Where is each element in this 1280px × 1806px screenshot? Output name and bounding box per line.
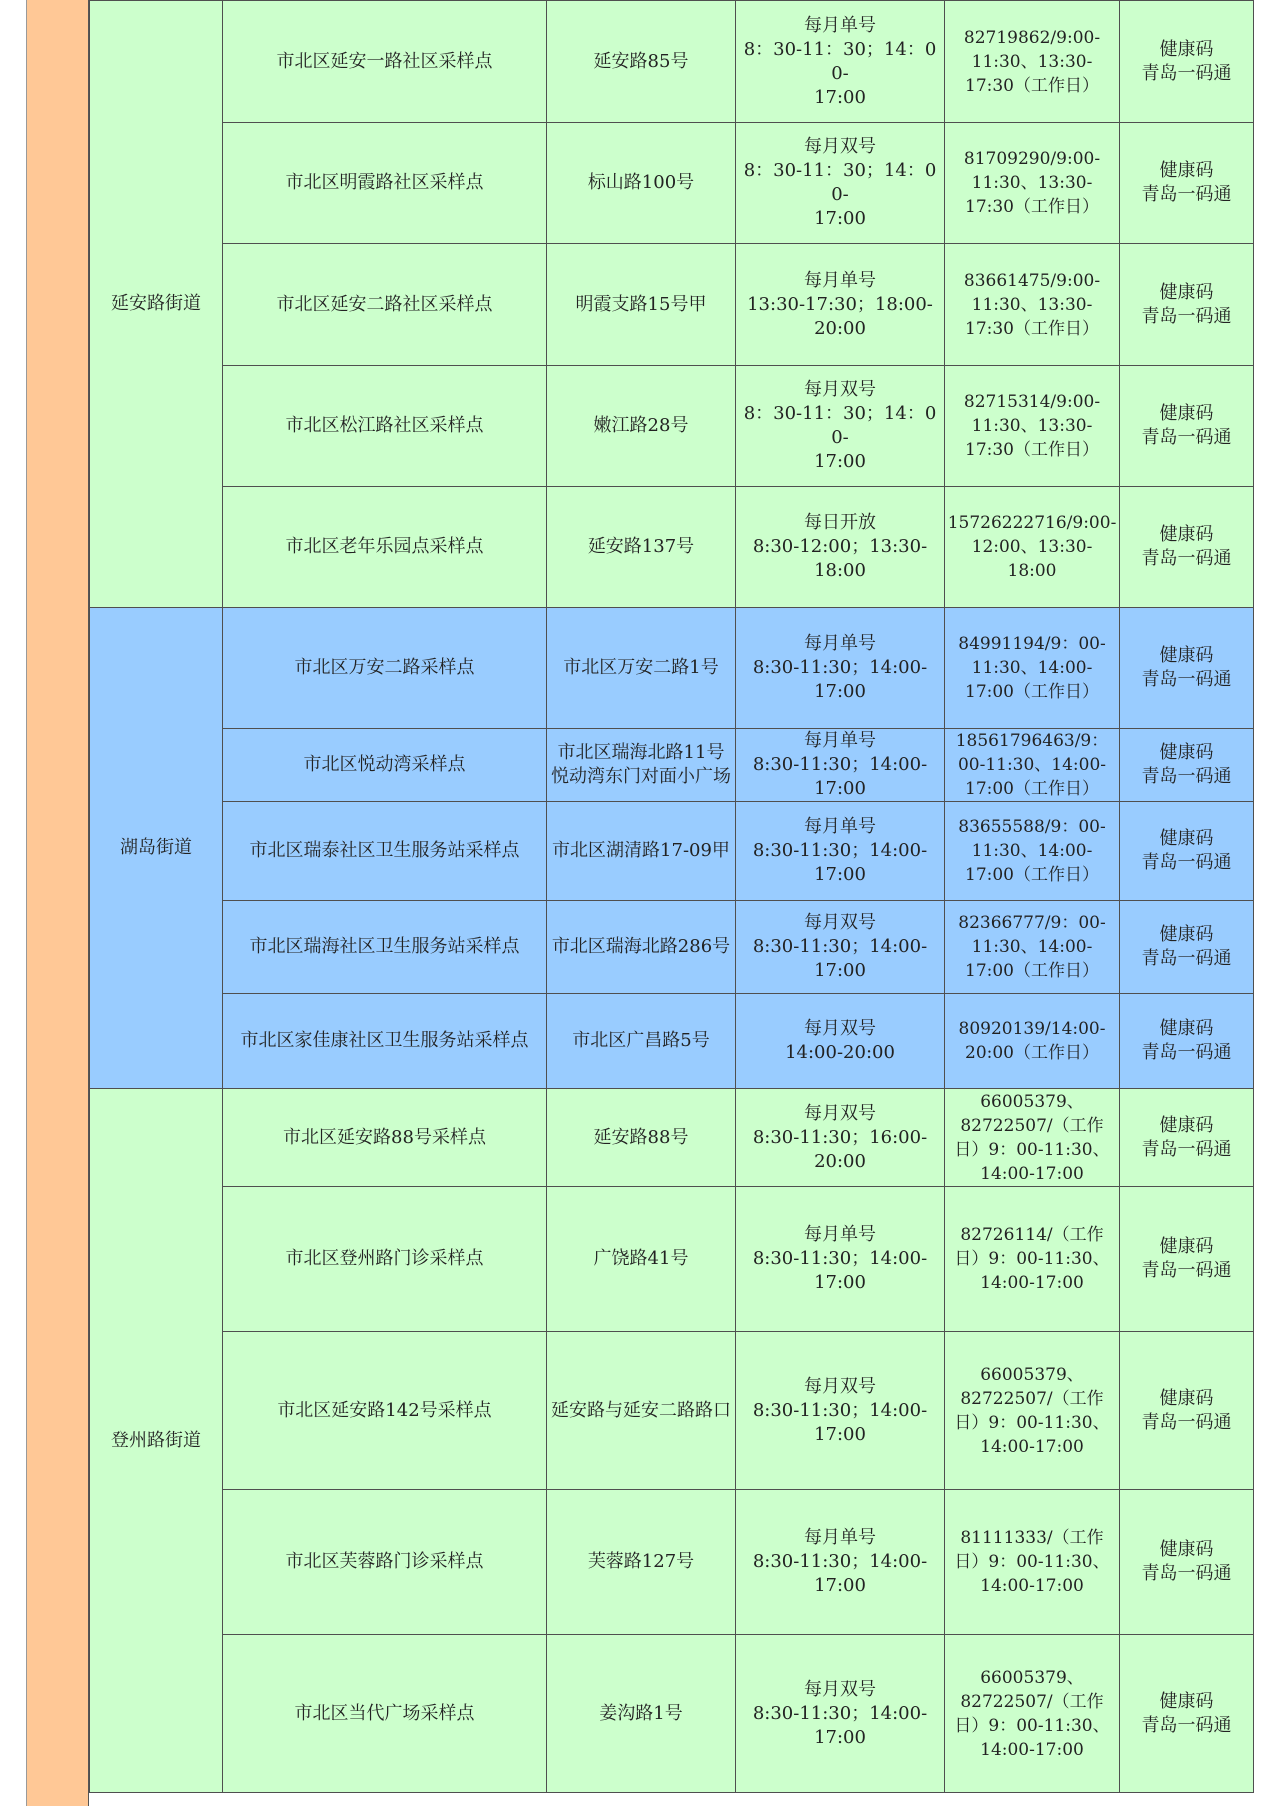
table-row bbox=[90, 366, 1254, 487]
cell-line: 8:30-11:30；14:00- bbox=[752, 936, 928, 957]
cell-line: 日）9：00-11:30、 bbox=[954, 1412, 1110, 1433]
cell-line: 14:00-17:00 bbox=[980, 1163, 1084, 1184]
address-cell: 延安路88号 bbox=[547, 1089, 736, 1187]
table-row bbox=[90, 608, 1254, 729]
cell-line: 17:00 bbox=[814, 1423, 866, 1445]
cell-line: 8：30-11：30；14：00- bbox=[743, 38, 937, 84]
cell-line: 66005379、 bbox=[980, 1667, 1084, 1688]
cell-line: 14:00-17:00 bbox=[980, 1436, 1084, 1457]
cell-line: 11:30、14:00- bbox=[971, 658, 1093, 678]
cell-line: 健康码 bbox=[1159, 1387, 1214, 1409]
cell-line: 每月双号 bbox=[804, 379, 876, 400]
health-code-cell bbox=[1120, 1, 1254, 123]
cell-line: 青岛一码通 bbox=[1141, 1563, 1232, 1584]
table-row bbox=[90, 487, 1254, 608]
cell-line: 11:30、13:30- bbox=[971, 173, 1093, 193]
hours-cell bbox=[736, 366, 945, 487]
cell-line: 青岛一码通 bbox=[1141, 669, 1232, 690]
cell-line: 00-11:30、14:00- bbox=[957, 755, 1107, 775]
cell-line: 日）9：00-11:30、 bbox=[954, 1715, 1110, 1736]
site-name-cell: 市北区延安一路社区采样点 bbox=[223, 1, 547, 123]
cell-line: 每月双号 bbox=[804, 1375, 876, 1397]
address-cell: 姜沟路1号 bbox=[547, 1635, 736, 1793]
sampling-sites-table bbox=[89, 0, 1254, 1793]
site-name-cell: 市北区延安路142号采样点 bbox=[223, 1332, 547, 1490]
site-name-cell: 市北区登州路门诊采样点 bbox=[223, 1187, 547, 1332]
cell-line: 14:00-20:00 bbox=[785, 1042, 895, 1063]
cell-line: 17:00 bbox=[814, 208, 866, 229]
cell-line: 青岛一码通 bbox=[1141, 1138, 1232, 1160]
cell-line: 青岛一码通 bbox=[1141, 1042, 1232, 1063]
health-code-cell bbox=[1120, 729, 1254, 802]
cell-line: 健康码 bbox=[1159, 524, 1214, 545]
cell-line: 8:30-11:30；14:00- bbox=[752, 657, 928, 678]
hours-cell bbox=[736, 1, 945, 123]
cell-line: 11:30、13:30- bbox=[971, 51, 1093, 72]
cell-line: 13:30-17:30；18:00- bbox=[747, 293, 933, 315]
cell-line: 健康码 bbox=[1159, 742, 1214, 763]
table-row bbox=[90, 244, 1254, 366]
health-code-cell bbox=[1120, 487, 1254, 608]
cell-line: 每月单号 bbox=[804, 269, 876, 291]
cell-line: 17:00（工作日） bbox=[965, 865, 1099, 885]
table-row bbox=[90, 1635, 1254, 1793]
cell-line: 17:00（工作日） bbox=[965, 779, 1099, 799]
cell-line: 17:00 bbox=[814, 1272, 866, 1293]
cell-line: 健康码 bbox=[1159, 403, 1214, 424]
cell-line: 20:00（工作日） bbox=[965, 1043, 1099, 1063]
cell-line: 8:30-11:30；16:00- bbox=[752, 1126, 928, 1148]
cell-line: 青岛一码通 bbox=[1141, 766, 1232, 787]
cell-line: 17:30（工作日） bbox=[965, 440, 1099, 460]
cell-line: 健康码 bbox=[1159, 1690, 1214, 1712]
cell-line: 82722507/（工作 bbox=[960, 1388, 1104, 1409]
cell-line: 18561796463/9： bbox=[955, 731, 1109, 751]
health-code-cell bbox=[1120, 1490, 1254, 1635]
cell-line: 每月单号 bbox=[804, 633, 876, 654]
cell-line: 每月双号 bbox=[804, 1018, 876, 1039]
cell-line: 82366777/9：00- bbox=[958, 913, 1106, 933]
address-cell: 市北区瑞海北路286号 bbox=[547, 901, 736, 994]
hours-cell bbox=[736, 244, 945, 366]
contact-cell bbox=[945, 487, 1120, 608]
contact-cell bbox=[945, 1089, 1120, 1187]
table-row bbox=[90, 1089, 1254, 1187]
table-body bbox=[90, 1, 1254, 1793]
hours-cell bbox=[736, 1490, 945, 1635]
address-cell: 市北区湖清路17-09甲 bbox=[547, 802, 736, 901]
hours-cell bbox=[736, 1635, 945, 1793]
street-name-cell: 登州路街道 bbox=[90, 1089, 223, 1793]
contact-cell bbox=[945, 608, 1120, 729]
table-row bbox=[90, 1187, 1254, 1332]
cell-line: 11:30、13:30- bbox=[971, 416, 1093, 436]
table-row bbox=[90, 123, 1254, 244]
page-margin bbox=[1255, 0, 1280, 1806]
contact-cell bbox=[945, 901, 1120, 994]
cell-line: 青岛一码通 bbox=[1141, 548, 1232, 569]
table-row bbox=[90, 994, 1254, 1089]
district-index-column bbox=[26, 0, 89, 1806]
cell-line: 每月单号 bbox=[804, 1527, 876, 1548]
cell-line: 青岛一码通 bbox=[1141, 1411, 1232, 1433]
table-row bbox=[90, 802, 1254, 901]
contact-cell bbox=[945, 1490, 1120, 1635]
cell-line: 每日开放 bbox=[804, 512, 876, 533]
hours-cell bbox=[736, 802, 945, 901]
contact-cell bbox=[945, 366, 1120, 487]
contact-cell bbox=[945, 1, 1120, 123]
address-cell: 明霞支路15号甲 bbox=[547, 244, 736, 366]
cell-line: 8:30-11:30；14:00- bbox=[752, 1702, 928, 1724]
health-code-cell bbox=[1120, 608, 1254, 729]
site-name-cell: 市北区家佳康社区卫生服务站采样点 bbox=[223, 994, 547, 1089]
site-name-cell: 市北区悦动湾采样点 bbox=[223, 729, 547, 802]
cell-line: 每月单号 bbox=[804, 14, 876, 36]
contact-cell bbox=[945, 1635, 1120, 1793]
site-name-cell: 市北区瑞泰社区卫生服务站采样点 bbox=[223, 802, 547, 901]
cell-line: 健康码 bbox=[1159, 1539, 1214, 1560]
site-name-cell: 市北区当代广场采样点 bbox=[223, 1635, 547, 1793]
address-cell: 芙蓉路127号 bbox=[547, 1490, 736, 1635]
cell-line: 8:30-11:30；14:00- bbox=[752, 1399, 928, 1421]
contact-cell bbox=[945, 1332, 1120, 1490]
table-row bbox=[90, 901, 1254, 994]
cell-line: 17:00（工作日） bbox=[965, 682, 1099, 702]
cell-line: 18:00 bbox=[814, 560, 866, 581]
table-row bbox=[90, 1332, 1254, 1490]
address-cell: 延安路与延安二路路口 bbox=[547, 1332, 736, 1490]
cell-line: 17:00（工作日） bbox=[965, 961, 1099, 981]
cell-line: 每月双号 bbox=[804, 912, 876, 933]
cell-line: 15726222716/9:00- bbox=[947, 513, 1117, 533]
cell-line: 每月双号 bbox=[804, 1678, 876, 1700]
cell-line: 17:00 bbox=[814, 1575, 866, 1596]
cell-line: 11:30、14:00- bbox=[971, 937, 1093, 957]
cell-line: 17:00 bbox=[814, 960, 866, 981]
address-cell: 延安路85号 bbox=[547, 1, 736, 123]
health-code-cell bbox=[1120, 244, 1254, 366]
health-code-cell bbox=[1120, 1187, 1254, 1332]
cell-line: 20:00 bbox=[814, 317, 866, 339]
cell-line: 健康码 bbox=[1159, 1018, 1214, 1039]
cell-line: 健康码 bbox=[1159, 1114, 1214, 1136]
cell-line: 健康码 bbox=[1159, 924, 1214, 945]
cell-line: 8:30-12:00；13:30- bbox=[752, 536, 928, 557]
cell-line: 健康码 bbox=[1159, 645, 1214, 666]
cell-line: 17:30（工作日） bbox=[965, 318, 1099, 339]
site-name-cell: 市北区万安二路采样点 bbox=[223, 608, 547, 729]
cell-line: 17:00 bbox=[814, 778, 866, 799]
address-cell: 市北区广昌路5号 bbox=[547, 994, 736, 1089]
cell-line: 14:00-17:00 bbox=[980, 1576, 1084, 1596]
contact-cell bbox=[945, 802, 1120, 901]
cell-line: 健康码 bbox=[1159, 38, 1214, 60]
cell-line: 健康码 bbox=[1159, 160, 1214, 181]
cell-line: 青岛一码通 bbox=[1141, 305, 1232, 327]
site-name-cell: 市北区明霞路社区采样点 bbox=[223, 123, 547, 244]
hours-cell bbox=[736, 123, 945, 244]
hours-cell bbox=[736, 729, 945, 802]
site-name-cell: 市北区松江路社区采样点 bbox=[223, 366, 547, 487]
health-code-cell bbox=[1120, 123, 1254, 244]
hours-cell bbox=[736, 608, 945, 729]
cell-line: 青岛一码通 bbox=[1141, 948, 1232, 969]
cell-line: 青岛一码通 bbox=[1141, 1260, 1232, 1281]
health-code-cell bbox=[1120, 901, 1254, 994]
cell-line: 8:30-11:30；14:00- bbox=[752, 754, 928, 775]
cell-line: 每月单号 bbox=[804, 1224, 876, 1245]
cell-line: 84991194/9：00- bbox=[958, 634, 1106, 654]
cell-line: 8:30-11:30；14:00- bbox=[752, 840, 928, 861]
site-name-cell: 市北区延安路88号采样点 bbox=[223, 1089, 547, 1187]
cell-line: 81709290/9:00- bbox=[963, 149, 1101, 169]
hours-cell bbox=[736, 994, 945, 1089]
cell-line: 17:30（工作日） bbox=[965, 197, 1099, 217]
site-name-cell: 市北区瑞海社区卫生服务站采样点 bbox=[223, 901, 547, 994]
cell-line: 14:00-17:00 bbox=[980, 1273, 1084, 1293]
cell-line: 82726114/（工作 bbox=[960, 1225, 1104, 1245]
cell-line: 11:30、13:30- bbox=[971, 294, 1093, 315]
cell-line: 8:30-11:30；14:00- bbox=[752, 1248, 928, 1269]
address-cell: 延安路137号 bbox=[547, 487, 736, 608]
cell-line: 82722507/（工作 bbox=[960, 1115, 1104, 1136]
cell-line: 66005379、 bbox=[980, 1364, 1084, 1385]
table-row bbox=[90, 729, 1254, 802]
table-row bbox=[90, 1490, 1254, 1635]
hours-cell bbox=[736, 1187, 945, 1332]
cell-line: 8:30-11:30；14:00- bbox=[752, 1551, 928, 1572]
health-code-cell bbox=[1120, 994, 1254, 1089]
site-name-cell: 市北区老年乐园点采样点 bbox=[223, 487, 547, 608]
cell-line: 12:00、13:30- bbox=[971, 537, 1093, 557]
cell-line: 健康码 bbox=[1159, 1236, 1214, 1257]
contact-cell bbox=[945, 729, 1120, 802]
cell-line: 青岛一码通 bbox=[1141, 62, 1232, 84]
address-cell: 市北区瑞海北路11号悦动湾东门对面小广场 bbox=[547, 729, 736, 802]
cell-line: 青岛一码通 bbox=[1141, 1714, 1232, 1736]
address-cell: 嫩江路28号 bbox=[547, 366, 736, 487]
hours-cell bbox=[736, 487, 945, 608]
cell-line: 日）9：00-11:30、 bbox=[954, 1249, 1110, 1269]
cell-line: 17:00 bbox=[814, 681, 866, 702]
cell-line: 青岛一码通 bbox=[1141, 852, 1232, 873]
cell-line: 日）9：00-11:30、 bbox=[954, 1139, 1110, 1160]
contact-cell bbox=[945, 1187, 1120, 1332]
cell-line: 11:30、14:00- bbox=[971, 841, 1093, 861]
cell-line: 每月双号 bbox=[804, 1102, 876, 1124]
cell-line: 青岛一码通 bbox=[1141, 427, 1232, 448]
contact-cell bbox=[945, 123, 1120, 244]
health-code-cell bbox=[1120, 366, 1254, 487]
hours-cell bbox=[736, 901, 945, 994]
cell-line: 81111333/（工作 bbox=[960, 1528, 1104, 1548]
cell-line: 82715314/9:00- bbox=[963, 392, 1101, 412]
cell-line: 日）9：00-11:30、 bbox=[954, 1552, 1110, 1572]
address-cell: 市北区万安二路1号 bbox=[547, 608, 736, 729]
address-cell: 标山路100号 bbox=[547, 123, 736, 244]
health-code-cell bbox=[1120, 1089, 1254, 1187]
cell-line: 66005379、 bbox=[980, 1091, 1084, 1112]
cell-line: 青岛一码通 bbox=[1141, 184, 1232, 205]
address-cell: 广饶路41号 bbox=[547, 1187, 736, 1332]
cell-line: 8：30-11：30；14：00- bbox=[743, 403, 937, 448]
contact-cell bbox=[945, 244, 1120, 366]
cell-line: 82719862/9:00- bbox=[963, 27, 1101, 48]
street-name-cell: 湖岛街道 bbox=[90, 608, 223, 1089]
health-code-cell bbox=[1120, 1332, 1254, 1490]
hours-cell bbox=[736, 1332, 945, 1490]
cell-line: 20:00 bbox=[814, 1150, 866, 1172]
cell-line: 每月单号 bbox=[804, 816, 876, 837]
cell-line: 17:00 bbox=[814, 864, 866, 885]
cell-line: 健康码 bbox=[1159, 281, 1214, 303]
cell-line: 17:30（工作日） bbox=[965, 75, 1099, 96]
health-code-cell bbox=[1120, 802, 1254, 901]
cell-line: 80920139/14:00- bbox=[958, 1019, 1106, 1039]
table-row bbox=[90, 1, 1254, 123]
health-code-cell bbox=[1120, 1635, 1254, 1793]
cell-line: 83661475/9:00- bbox=[963, 270, 1101, 291]
cell-line: 17:00 bbox=[814, 86, 866, 108]
contact-cell bbox=[945, 994, 1120, 1089]
cell-line: 14:00-17:00 bbox=[980, 1739, 1084, 1760]
cell-line: 17:00 bbox=[814, 1726, 866, 1748]
cell-line: 健康码 bbox=[1159, 828, 1214, 849]
cell-line: 83655588/9：00- bbox=[958, 817, 1106, 837]
cell-line: 17:00 bbox=[814, 451, 866, 472]
hours-cell bbox=[736, 1089, 945, 1187]
street-name-cell: 延安路街道 bbox=[90, 1, 223, 608]
site-name-cell: 市北区芙蓉路门诊采样点 bbox=[223, 1490, 547, 1635]
cell-line: 每月单号 bbox=[804, 730, 876, 751]
cell-line: 8：30-11：30；14：00- bbox=[743, 160, 937, 205]
cell-line: 82722507/（工作 bbox=[960, 1691, 1104, 1712]
cell-line: 每月双号 bbox=[804, 136, 876, 157]
site-name-cell: 市北区延安二路社区采样点 bbox=[223, 244, 547, 366]
cell-line: 18:00 bbox=[1007, 561, 1057, 581]
